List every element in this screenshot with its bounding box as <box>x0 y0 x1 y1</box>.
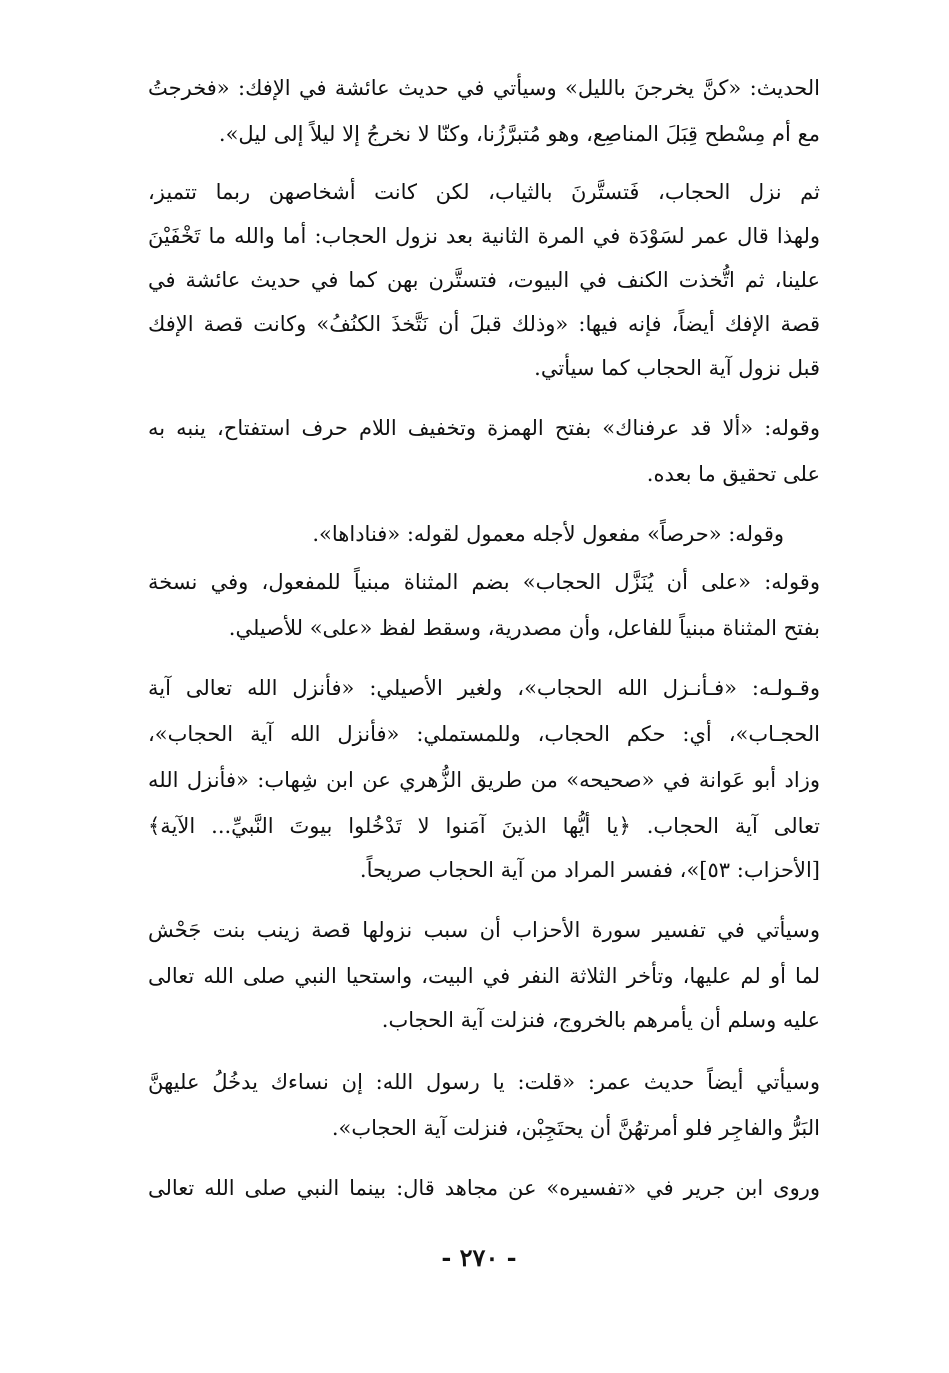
text-line: وقـولـه: «فـأنـزل الله الحجاب»، ولغير الأصيلي: «فأنزل الله تعالى آية <box>148 676 820 700</box>
text-line: الحديث: «كنَّ يخرجنَ بالليل» وسيأتي في حديث عائشة في الإفك: «فخرجتُ <box>148 76 820 100</box>
text-line: الحجـاب»، أي: حكم الحجاب، وللمستملي: «فأنزل الله آية الحجاب»، <box>148 722 820 746</box>
text-line: تعالى آية الحجاب. ﴿يا أيُّها الذينَ آمَنوا لا تَدْخُلوا بيوتَ النَّبيِّ... الآية﴾ <box>148 814 820 838</box>
text-line: وقوله: «ألا قد عرفناك» بفتح الهمزة وتخفيف اللام حرف استفتاح، ينبه به <box>148 416 820 440</box>
text-line: بفتح المثناة مبنياً للفاعل، وأن مصدرية، وسقط لفظ «على» للأصيلي. <box>228 616 820 640</box>
text-line: لما أو لم عليها، وتأخر الثلاثة النفر في البيت، واستحيا النبي صلى الله تعالى <box>148 964 820 988</box>
text-line: مع أم مِسْطح قِبَلَ المناصِع، وهو مُتبرَّزُنا، وكنّا لا نخرجُ إلا ليلاً إلى ليل». <box>218 122 820 146</box>
text-line: قصة الإفك أيضاً، فإنه فيها: «وذلك قبلَ أن نَتَّخذَ الكنُفُ» وكانت قصة الإفك <box>148 312 820 336</box>
text-line: علينا، ثم اتُّخذت الكنف في البيوت، فتستَّرن بهن كما في حديث عائشة في <box>148 268 820 292</box>
text-line: على تحقيق ما بعده. <box>646 462 820 486</box>
text-line: وروى ابن جرير في «تفسيره» عن مجاهد قال: بينما النبي صلى الله تعالى <box>148 1176 820 1200</box>
text-line: قبل نزول آية الحجاب كما سيأتي. <box>534 356 820 380</box>
text-line: وسيأتي في تفسير سورة الأحزاب أن سبب نزولها قصة زينب بنت جَحْش <box>148 918 820 942</box>
text-line: وقوله: «حرصاً» مفعول لأجله معمول لقوله: «فناداها». <box>312 522 784 546</box>
text-line: عليه وسلم أن يأمرهم بالخروج، فنزلت آية الحجاب. <box>381 1008 820 1032</box>
text-line: وقوله: «على أن يُنَزَّل الحجاب» بضم المثناة مبنياً للمفعول، وفي نسخة <box>148 570 820 594</box>
text-line: وزاد أبو عَوانة في «صحيحه» من طريق الزُّهري عن ابن شِهاب: «فأنزل الله <box>148 768 820 792</box>
page-number: - ٢٧٠ - <box>441 1243 517 1272</box>
text-line: ثم نزل الحجاب، فَتستَّرنَ بالثياب، لكن كانت أشخاصهن ربما تتميز، <box>148 180 820 204</box>
text-line: ولهذا قال عمر لسَوْدَة في المرة الثانية بعد نزول الحجاب: أما والله ما تَخْفَيْنَ <box>148 224 820 248</box>
text-line: [الأحزاب: ٥٣]»، ففسر المراد من آية الحجاب صريحاً. <box>359 858 820 882</box>
text-line: البَرُّ والفاجِر فلو أمرتهُنَّ أن يحتَجِبْن، فنزلت آية الحجاب». <box>331 1116 820 1140</box>
text-line: وسيأتي أيضاً حديث عمر: «قلت: يا رسول الله: إن نساءك يدخُلُ عليهنَّ <box>148 1070 820 1094</box>
